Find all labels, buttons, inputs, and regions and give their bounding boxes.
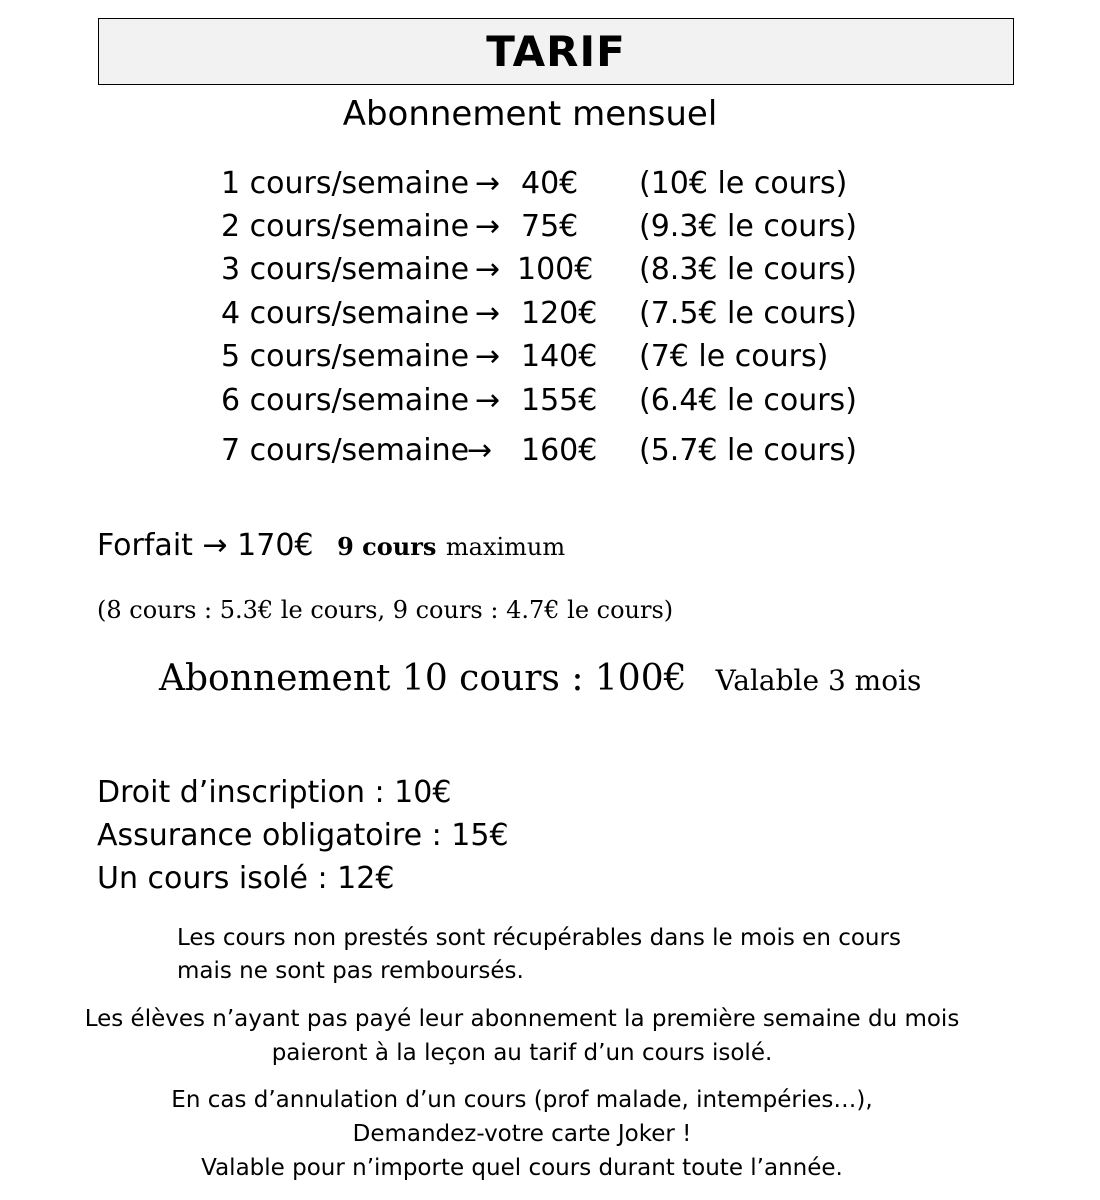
forfait-line: [97, 526, 565, 567]
rate-price: 100€: [517, 252, 594, 287]
rate-courses: 6 cours/semaine: [221, 383, 470, 418]
forfait-label: Forfait: [97, 528, 193, 563]
rate-price: 40€: [521, 166, 579, 201]
note-missed-courses: [177, 922, 901, 988]
ten-course-label: Abonnement 10 cours : 100€: [159, 658, 687, 699]
arrow-icon: →: [475, 296, 501, 331]
arrow-icon: →: [467, 433, 493, 468]
note-line: Valable pour n’importe quel cours durant toute l’année.: [201, 1155, 843, 1181]
rate-per-course: (9.3€ le cours): [639, 209, 857, 244]
rate-per-course: (7.5€ le cours): [639, 296, 857, 331]
rate-per-course: (10€ le cours): [639, 166, 848, 201]
fee-single-course: Un cours isolé : 12€: [97, 861, 395, 896]
subtitle: Abonnement mensuel: [342, 94, 718, 134]
rate-per-course: (5.7€ le cours): [639, 433, 857, 468]
arrow-icon: →: [475, 166, 501, 201]
rate-price: 155€: [521, 383, 598, 418]
rate-price: 120€: [521, 296, 598, 331]
arrow-icon: →: [202, 528, 228, 563]
note-line: mais ne sont pas remboursés.: [177, 958, 524, 984]
rate-per-course: (6.4€ le cours): [639, 383, 857, 418]
ten-course-validity: Valable 3 mois: [715, 664, 922, 697]
forfait-max-bold: 9 cours: [337, 532, 437, 561]
note-line: Les cours non prestés sont récupérables dans le mois en cours: [177, 925, 901, 951]
rate-price: 140€: [521, 339, 598, 374]
rate-per-course: (7€ le cours): [639, 339, 829, 374]
rate-courses: 2 cours/semaine: [221, 209, 470, 244]
rate-courses: 3 cours/semaine: [221, 252, 470, 287]
title-box: [98, 18, 1014, 85]
rate-price: 160€: [521, 433, 598, 468]
rate-courses: 1 cours/semaine: [221, 166, 470, 201]
ten-course-pass: [159, 656, 921, 702]
rate-courses: 4 cours/semaine: [221, 296, 470, 331]
arrow-icon: →: [475, 339, 501, 374]
rate-price: 75€: [521, 209, 579, 244]
note-late-payment: [0, 1002, 1072, 1070]
forfait-price: 170€: [237, 528, 314, 563]
note-line: Demandez-votre carte Joker !: [352, 1121, 692, 1147]
fee-registration: Droit d’inscription : 10€: [97, 775, 452, 810]
forfait-detail: (8 cours : 5.3€ le cours, 9 cours : 4.7€ le cours): [97, 596, 674, 624]
fee-insurance: Assurance obligatoire : 15€: [97, 818, 509, 853]
note-cancellation: [0, 1083, 1072, 1185]
arrow-icon: →: [475, 252, 501, 287]
note-line: En cas d’annulation d’un cours (prof malade, intempéries…),: [171, 1087, 873, 1113]
arrow-icon: →: [475, 209, 501, 244]
forfait-max-rest: maximum: [445, 533, 566, 561]
note-line: paieront à la leçon au tarif d’un cours isolé.: [271, 1040, 773, 1066]
arrow-icon: →: [475, 383, 501, 418]
rate-courses: 5 cours/semaine: [221, 339, 470, 374]
rate-per-course: (8.3€ le cours): [639, 252, 857, 287]
page-title: TARIF: [486, 27, 626, 76]
note-line: Les élèves n’ayant pas payé leur abonnement la première semaine du mois: [84, 1006, 960, 1032]
rate-courses: 7 cours/semaine: [221, 433, 470, 468]
